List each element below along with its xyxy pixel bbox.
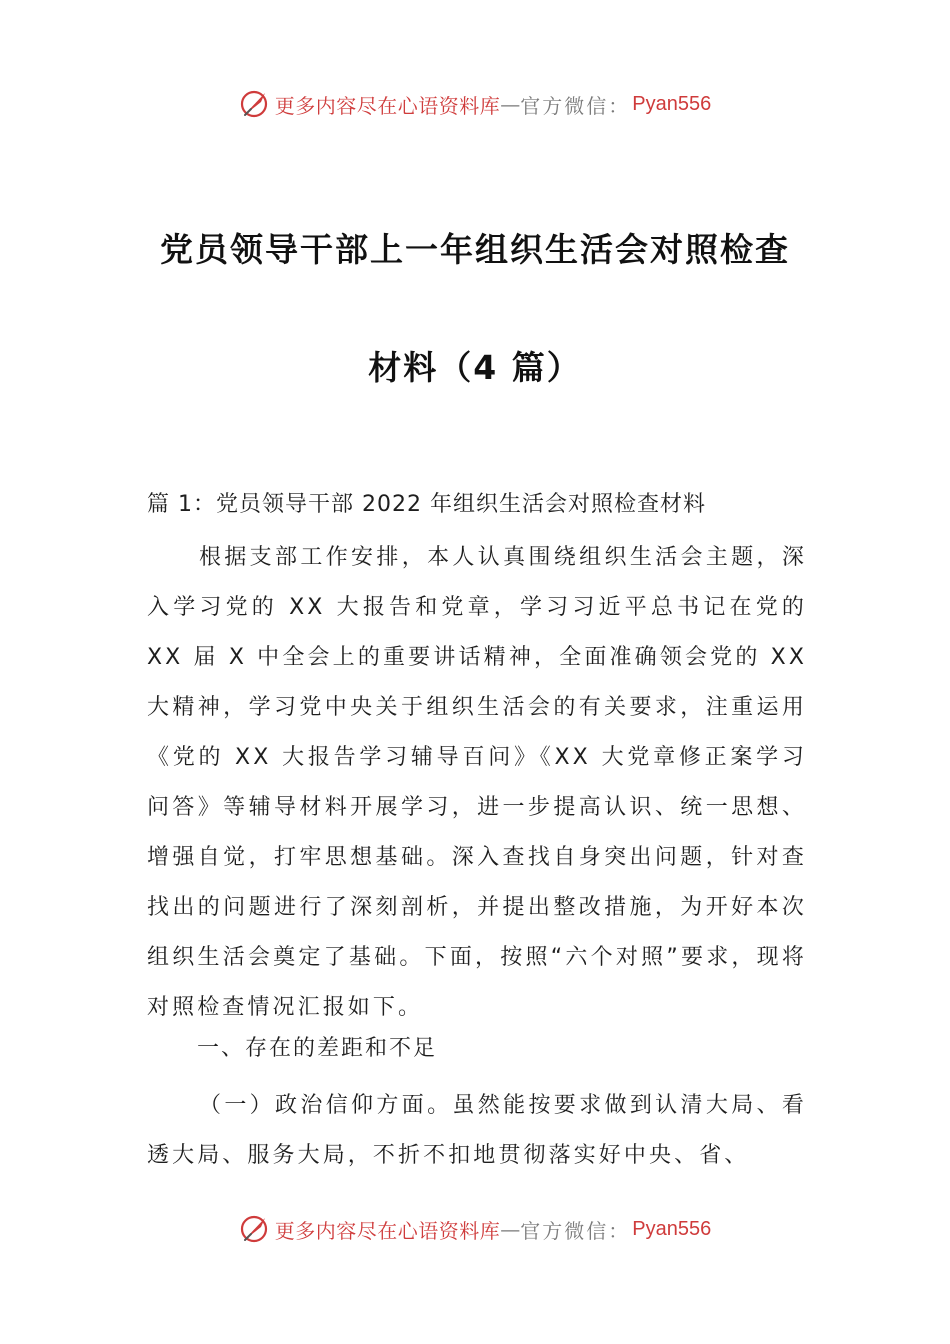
watermark-site-text: 更多内容尽在心语资料库 [274,1218,501,1243]
watermark-separator: — [500,92,521,116]
watermark-contact-label: 官方微信： [520,1218,631,1243]
watermark-site-text: 更多内容尽在心语资料库 [274,93,501,118]
watermark-banner-top [0,84,950,124]
watermark-banner-bottom [0,1209,950,1249]
quill-logo-icon [239,1213,271,1245]
document-title-line1: 党员领导干部上一年组织生活会对照检查 [160,230,790,269]
section-heading-1: 一、存在的差距和不足 [197,1036,438,1061]
watermark-separator: — [500,1217,521,1241]
watermark-contact-id: Pyan556 [632,92,712,115]
watermark-contact-label: 官方微信： [520,93,631,118]
body-paragraph-1: 根据支部工作安排，本人认真围绕组织生活会主题，深入学习党的 XX 大报告和党章，学习习近平总书记在党的 XX 届 X 中全会上的重要讲话精神，全面准确领会党的 XX 大精神，学习党中央关于组织生活会的有关要求，注重运用《党的 XX 大报告学习辅导百问》《XX 大党章修正案学习问答》等辅导材料开展学习，进一步提高认识、统一思想、增强自觉，打牢思想基础。深入查找自身突出问题，针对查找出的问题进行了深刻剖析，并提出整改措施，为开好本次组织生活会奠定了基础。下面，按照“六个对照”要求，现将对照检查情况汇报如下。 [147,545,807,1020]
watermark-contact-id: Pyan556 [632,1217,712,1240]
document-title-line2: 材料（4 篇） [368,348,582,387]
quill-logo-icon [239,88,271,120]
body-paragraph-2: （一）政治信仰方面。虽然能按要求做到认清大局、看透大局、服务大局，不折不扣地贯彻落实好中央、省、 [147,1093,807,1168]
chapter-subtitle: 篇 1：党员领导干部 2022 年组织生活会对照检查材料 [147,492,706,517]
